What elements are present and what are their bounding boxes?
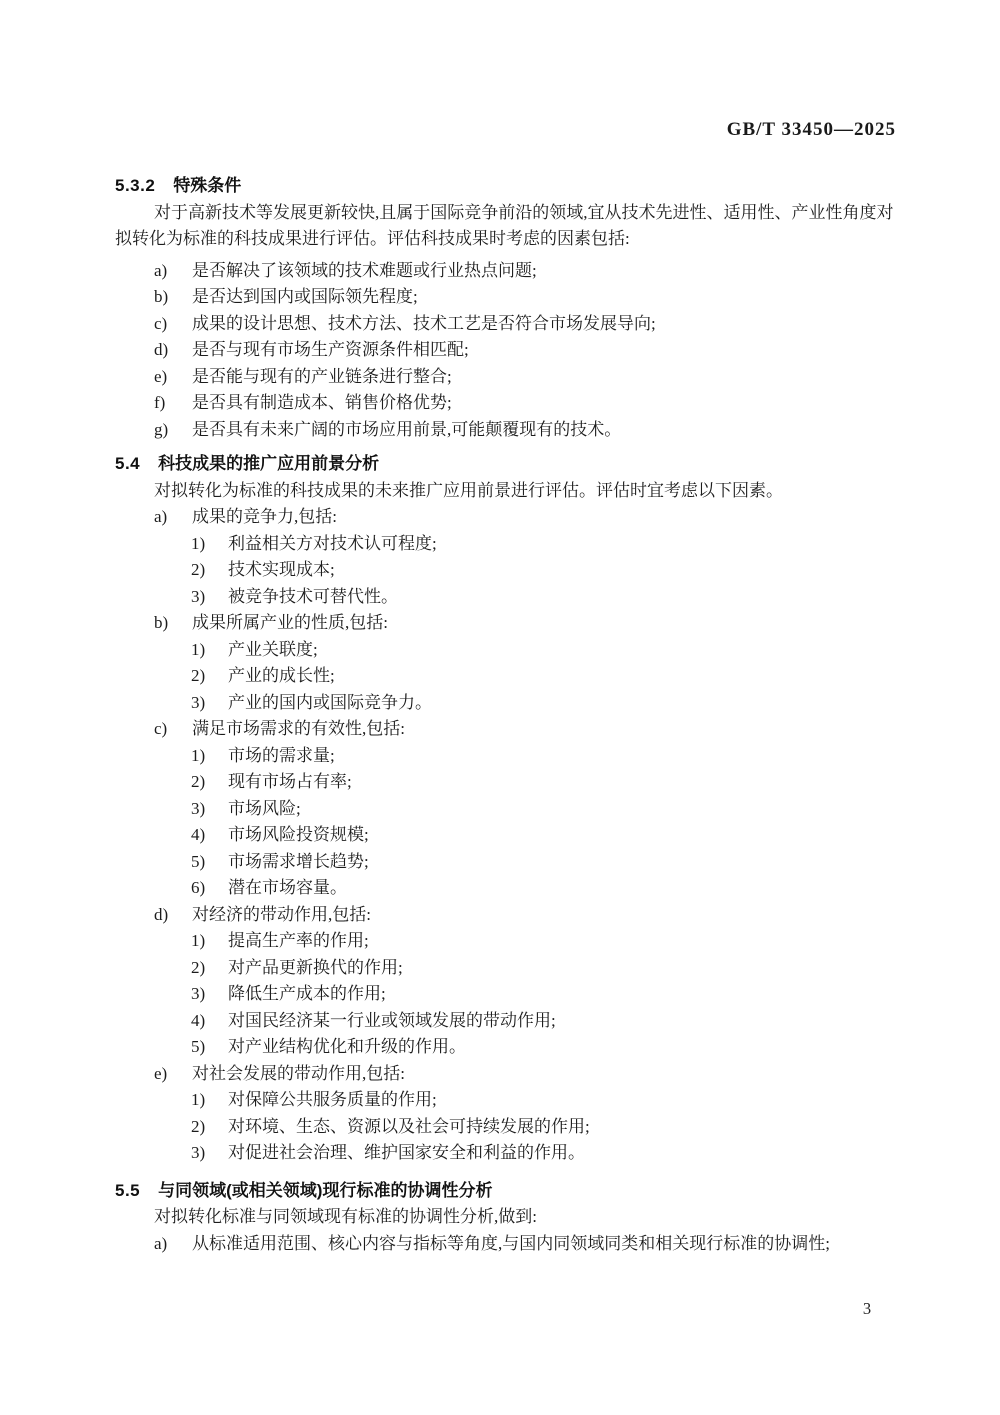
sub-list-item [115,1034,899,1061]
list-item-label: b) [154,613,169,632]
sub-item-text: 对产业结构优化和升级的作用。 [228,1037,466,1056]
sub-item-text: 现有市场占有率; [228,772,352,791]
section-title: 与同领域(或相关领域)现行标准的协调性分析 [158,1180,493,1200]
sub-item-label: 1) [191,745,206,765]
list-item [115,1231,899,1258]
list-item [115,364,899,391]
list-item [115,258,899,285]
sub-item-text: 市场风险投资规模; [228,825,369,844]
list-item-text: 是否解决了该领域的技术难题或行业热点问题; [192,260,537,280]
list-item-label: g) [154,419,169,439]
sub-list-item [115,1087,899,1114]
sub-list-item [115,822,899,849]
sub-item-text: 市场风险; [228,798,301,818]
list-item-label: c) [154,313,168,333]
sub-list-item [115,796,899,823]
sub-list-item [115,1114,899,1141]
list-item-label: f) [154,393,166,412]
sub-item-label: 3) [191,692,206,712]
sub-item-text: 技术实现成本; [228,560,335,579]
sub-item-label: 2) [191,957,206,977]
sub-item-label: 4) [191,825,206,844]
list-item-label: a) [154,260,168,280]
section-number: 5.3.2 [115,176,156,195]
sub-list-item [115,663,899,690]
sub-list-item [115,557,899,584]
list-item-label: c) [154,719,168,738]
list-item-text: 是否能与现有的产业链条进行整合; [192,366,452,386]
list-item-label: e) [154,1063,168,1083]
sub-item-text: 对促进社会治理、维护国家安全和利益的作用。 [228,1143,585,1162]
list-item-text: 是否具有制造成本、销售价格优势; [192,393,452,412]
section-number: 5.4 [115,454,141,473]
sub-item-label: 2) [191,1116,206,1136]
sub-item-text: 利益相关方对技术认可程度; [228,533,437,553]
sub-item-label: 4) [191,1010,206,1030]
section-heading-5-3-2 [115,173,899,200]
section-title: 特殊条件 [173,176,242,195]
sub-list-item [115,1140,899,1167]
section-intro: 对于高新技术等发展更新较快,且属于国际竞争前沿的领域,宜从技术先进性、适用性、产业性角度对拟转化为标准的科技成果进行评估。评估科技成果时考虑的因素包括: [115,202,894,248]
sub-item-text: 对国民经济某一行业或领域发展的带动作用; [228,1010,556,1030]
list-item-text: 是否达到国内或国际领先程度; [192,287,418,306]
sub-item-text: 产业的成长性; [228,666,335,685]
sub-item-text: 产业的国内或国际竞争力。 [228,692,432,712]
page-number: 3 [862,1299,872,1318]
section-intro: 对拟转化标准与同领域现有标准的协调性分析,做到: [154,1207,537,1226]
sub-list-item [115,981,899,1008]
sub-list-item [115,875,899,902]
list-item-text: 是否具有未来广阔的市场应用前景,可能颠覆现有的技术。 [192,419,622,439]
section-intro: 对拟转化为标准的科技成果的未来推广应用前景进行评估。评估时宜考虑以下因素。 [154,480,783,500]
list-item-text: 是否与现有市场生产资源条件相匹配; [192,340,469,359]
section-number: 5.5 [115,1180,141,1200]
list-item-text: 对经济的带动作用,包括: [192,904,371,924]
list-item-label: d) [154,340,169,359]
list-item [115,311,899,338]
sub-item-text: 对产品更新换代的作用; [228,957,403,977]
list-item [115,902,899,929]
sub-list-item [115,637,899,664]
list-item-text: 成果的竞争力,包括: [192,507,337,526]
list-item [115,417,899,444]
list-item-label: a) [154,1233,168,1253]
sub-item-label: 2) [191,666,206,685]
list-item-text: 从标准适用范围、核心内容与指标等角度,与国内同领域同类和相关现行标准的协调性; [192,1233,830,1253]
sub-item-text: 对保障公共服务质量的作用; [228,1090,437,1109]
sub-list-item [115,584,899,611]
sub-list-item [115,743,899,770]
sub-item-label: 5) [191,1037,206,1056]
sub-item-text: 市场需求增长趋势; [228,851,369,871]
sub-item-label: 1) [191,931,206,950]
section-title: 科技成果的推广应用前景分析 [158,454,380,473]
sub-item-label: 1) [191,639,206,659]
sub-item-label: 3) [191,984,206,1003]
sub-list-item [115,769,899,796]
sub-list-item [115,1008,899,1035]
sub-list-item [115,531,899,558]
standard-number: GB/T 33450—2025 [726,119,896,140]
sub-item-text: 产业关联度; [228,639,318,659]
sub-list-item [115,690,899,717]
list-item-label: b) [154,287,169,306]
sub-item-text: 提高生产率的作用; [228,931,369,950]
list-item-text: 成果所属产业的性质,包括: [192,613,388,632]
sub-list-item [115,928,899,955]
sub-item-label: 1) [191,1090,206,1109]
list-item [115,716,899,743]
sub-item-label: 1) [191,533,206,553]
sub-item-text: 市场的需求量; [228,745,335,765]
sub-item-label: 6) [191,878,206,897]
sub-item-label: 3) [191,1143,206,1162]
sub-item-label: 5) [191,851,206,871]
section-heading-5-5 [115,1178,899,1205]
sub-list-item [115,849,899,876]
list-item [115,390,899,417]
list-item [115,1061,899,1088]
item-list-5-5 [115,1231,899,1258]
sub-item-label: 2) [191,560,206,579]
sub-item-text: 被竞争技术可替代性。 [228,586,398,606]
list-item-text: 对社会发展的带动作用,包括: [192,1063,405,1083]
list-item-text: 满足市场需求的有效性,包括: [192,719,405,738]
sub-item-label: 3) [191,586,206,606]
list-item [115,337,899,364]
list-item [115,284,899,311]
list-item-label: e) [154,366,168,386]
document-content [115,0,899,1257]
list-item [115,610,899,637]
item-list-5-3-2 [115,258,899,444]
sub-item-text: 潜在市场容量。 [228,878,347,897]
list-item [115,504,899,531]
sub-list-item [115,955,899,982]
sub-item-text: 降低生产成本的作用; [228,984,386,1003]
list-item-text: 成果的设计思想、技术方法、技术工艺是否符合市场发展导向; [192,313,656,333]
section-heading-5-4 [115,451,899,478]
sub-item-text: 对环境、生态、资源以及社会可持续发展的作用; [228,1116,590,1136]
sub-item-label: 2) [191,772,206,791]
list-item-label: a) [154,507,168,526]
item-list-5-4 [115,504,899,1167]
sub-item-label: 3) [191,798,206,818]
list-item-label: d) [154,904,169,924]
